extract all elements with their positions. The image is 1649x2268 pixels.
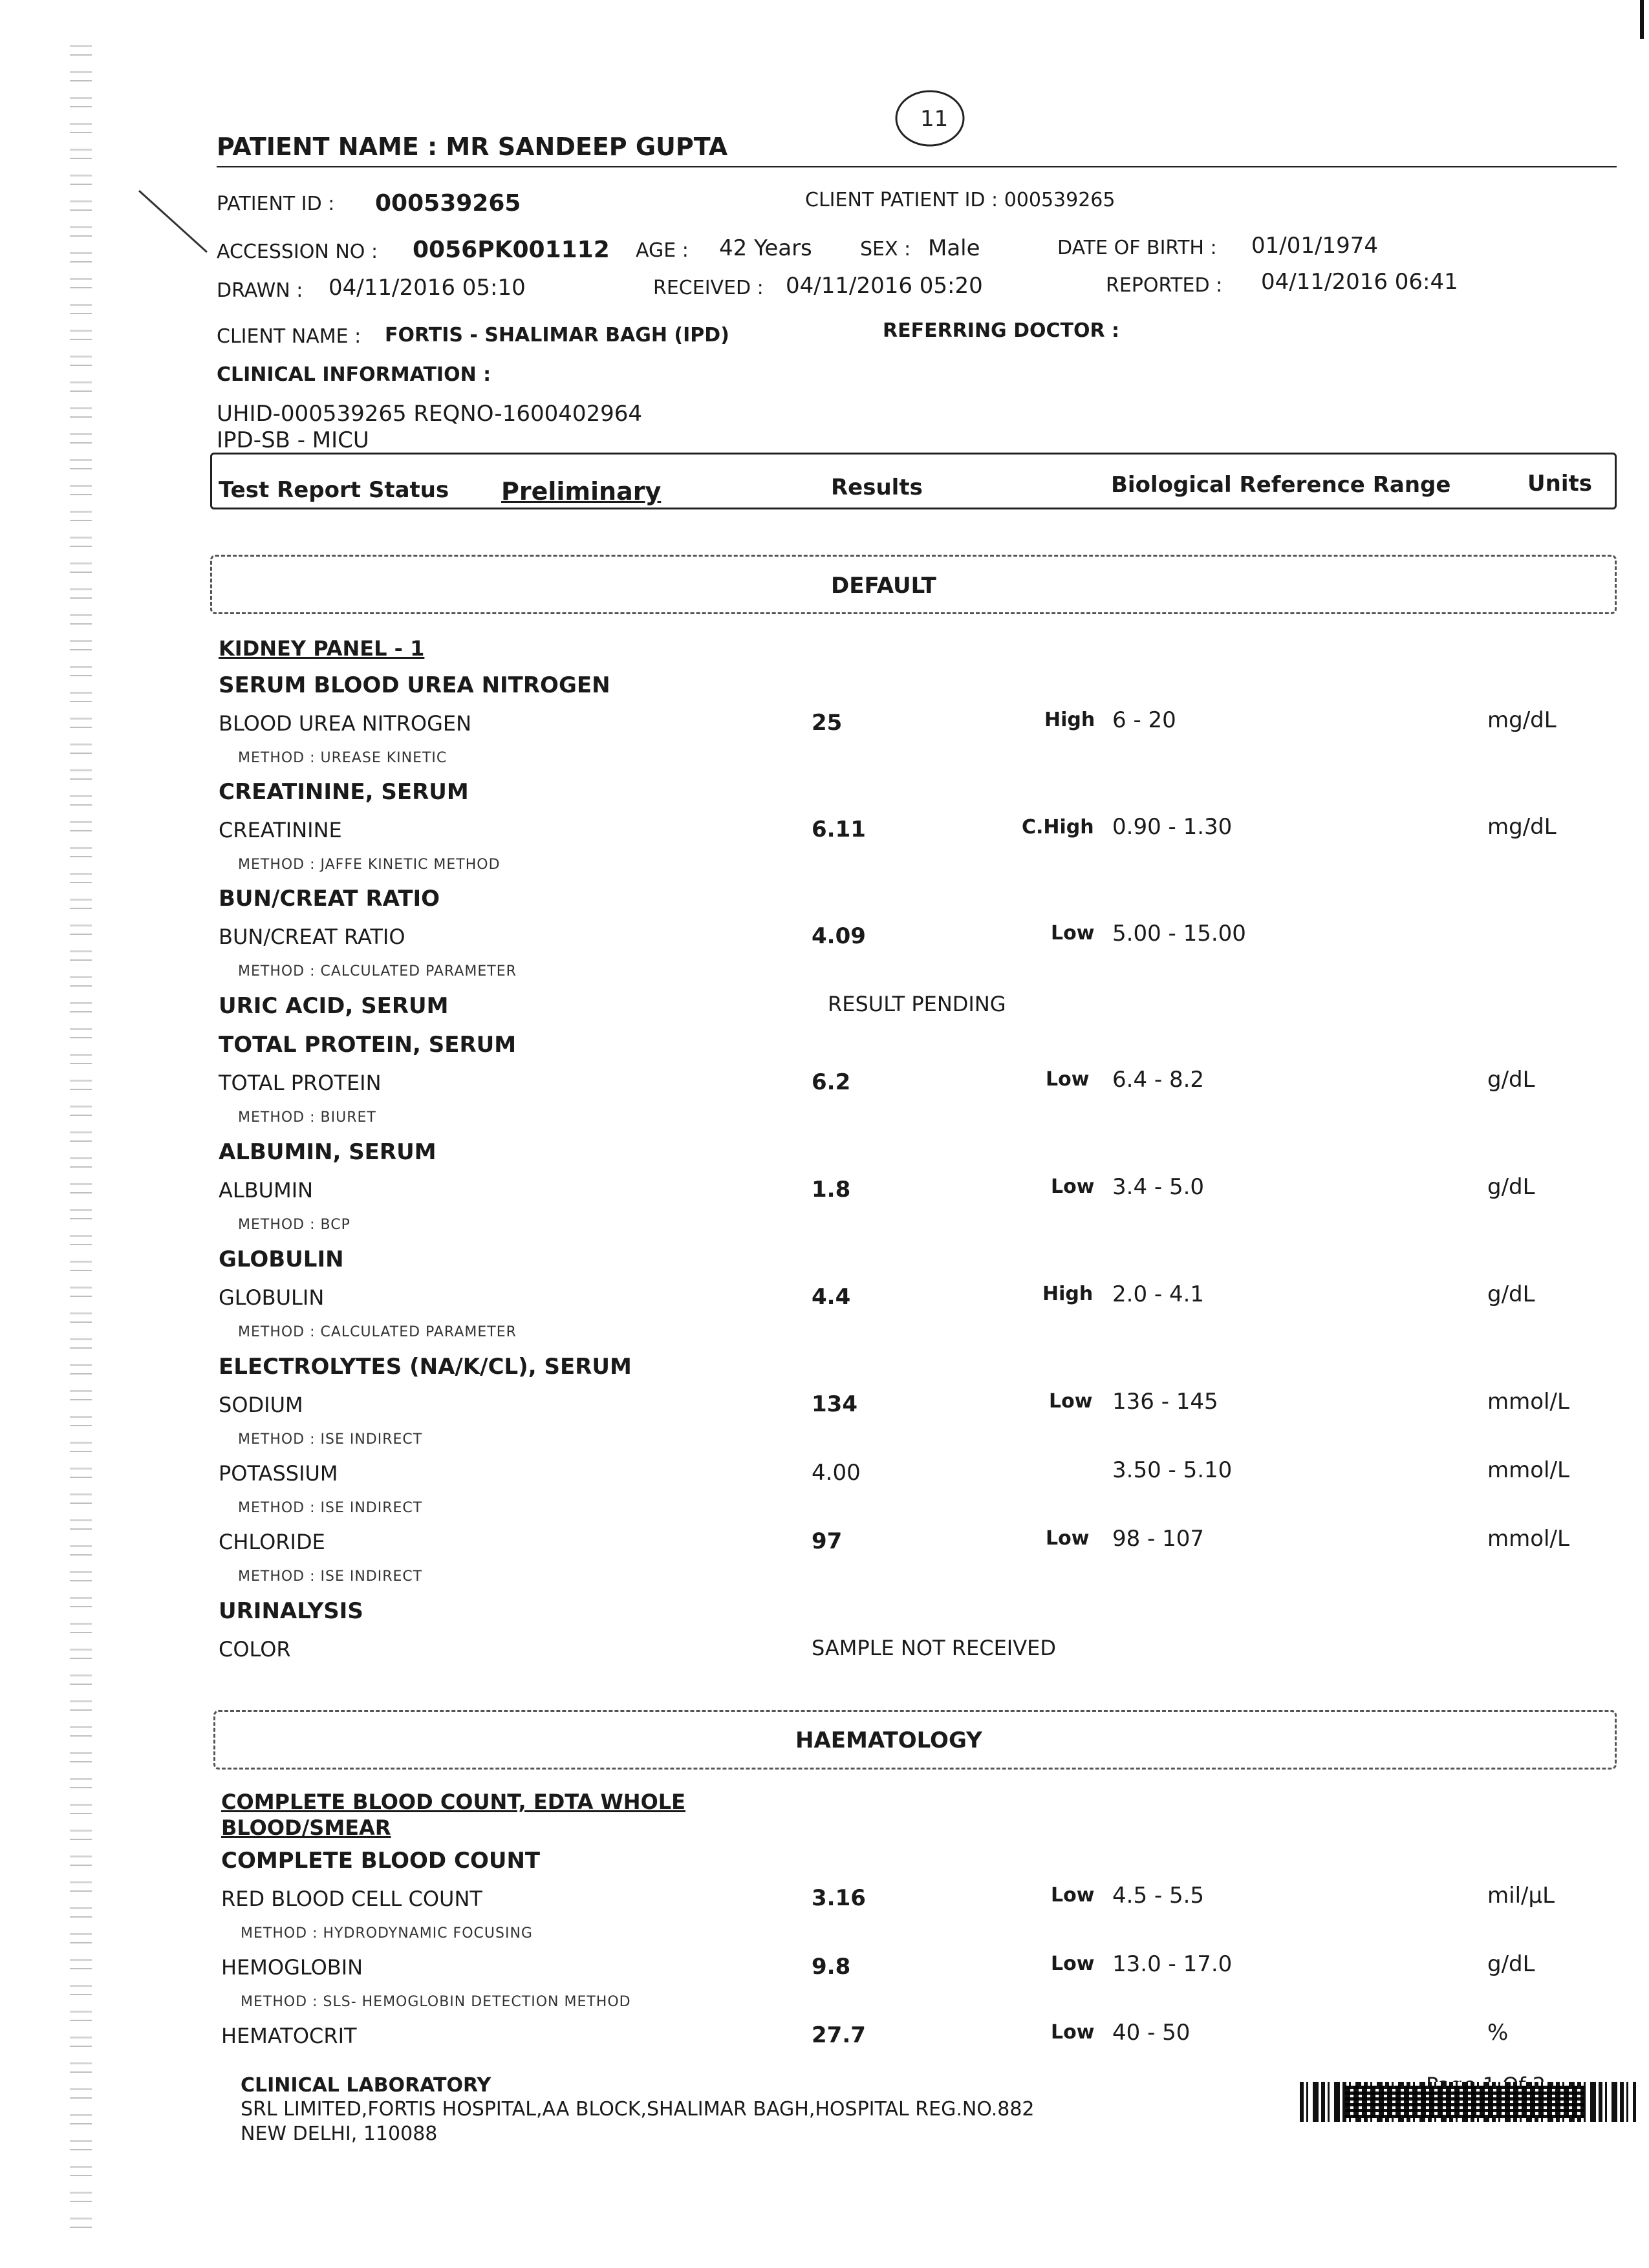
- albumin-method: METHOD : BCP: [238, 1217, 350, 1233]
- total-protein-range: 6.4 - 8.2: [1112, 1067, 1205, 1093]
- barcode: [1300, 2082, 1636, 2122]
- potassium-method: METHOD : ISE INDIRECT: [238, 1500, 423, 1516]
- report-status: Preliminary: [501, 477, 662, 506]
- globulin-name: GLOBULIN: [219, 1285, 325, 1310]
- bun-group-title: SERUM BLOOD UREA NITROGEN: [219, 672, 610, 698]
- albumin-result: 1.8: [812, 1177, 851, 1203]
- client-name: FORTIS - SHALIMAR BAGH (IPD): [385, 324, 729, 347]
- hemoglobin-result: 9.8: [812, 1954, 851, 1980]
- ratio-group-title: BUN/CREAT RATIO: [219, 886, 440, 912]
- potassium-range: 3.50 - 5.10: [1112, 1457, 1233, 1483]
- uric-acid-result: RESULT PENDING: [828, 992, 1006, 1016]
- rbc-method: METHOD : HYDRODYNAMIC FOCUSING: [241, 1925, 533, 1942]
- globulin-group-title: GLOBULIN: [219, 1246, 344, 1272]
- patient-id-label: PATIENT ID :: [217, 193, 335, 215]
- rbc-unit: mil/µL: [1487, 1883, 1555, 1909]
- chloride-flag: Low: [1046, 1527, 1090, 1550]
- total-protein-unit: g/dL: [1487, 1067, 1535, 1093]
- globulin-method: METHOD : CALCULATED PARAMETER: [238, 1324, 517, 1340]
- pen-mark: [136, 187, 213, 259]
- lab-title: CLINICAL LABORATORY: [241, 2074, 491, 2097]
- rbc-name: RED BLOOD CELL COUNT: [221, 1887, 482, 1911]
- rbc-flag: Low: [1051, 1884, 1095, 1907]
- creatinine-flag: C.High: [1022, 816, 1094, 839]
- chloride-unit: mmol/L: [1487, 1526, 1569, 1552]
- creatinine-name: CREATININE: [219, 818, 342, 842]
- received: 04/11/2016 05:20: [786, 273, 983, 299]
- albumin-unit: g/dL: [1487, 1174, 1535, 1200]
- cbc-group-title: COMPLETE BLOOD COUNT: [221, 1848, 541, 1874]
- ratio-name: BUN/CREAT RATIO: [219, 925, 405, 949]
- hemoglobin-method: METHOD : SLS- HEMOGLOBIN DETECTION METHOD: [241, 1994, 631, 2010]
- lab-address-line-2: NEW DELHI, 110088: [241, 2123, 438, 2145]
- circled-number-mark: [889, 81, 973, 152]
- accession-no: 0056PK001112: [413, 237, 610, 263]
- test-report-status-label: Test Report Status: [219, 477, 449, 503]
- hematocrit-result: 27.7: [812, 2022, 866, 2048]
- chloride-method: METHOD : ISE INDIRECT: [238, 1568, 423, 1585]
- creatinine-result: 6.11: [812, 817, 866, 842]
- reference-range-column-header: Biological Reference Range: [1111, 472, 1451, 498]
- age: 42 Years: [719, 235, 812, 261]
- rbc-result: 3.16: [812, 1885, 866, 1911]
- bun-range: 6 - 20: [1112, 707, 1176, 733]
- patient-id: 000539265: [375, 190, 521, 217]
- results-column-header: Results: [831, 475, 923, 500]
- ratio-flag: Low: [1051, 922, 1095, 945]
- clinical-info-label: CLINICAL INFORMATION :: [217, 363, 491, 386]
- hemoglobin-unit: g/dL: [1487, 1951, 1535, 1977]
- lab-address-line-1: SRL LIMITED,FORTIS HOSPITAL,AA BLOCK,SHALIMAR BAGH,HOSPITAL REG.NO.882: [241, 2098, 1035, 2121]
- sodium-range: 136 - 145: [1112, 1389, 1218, 1415]
- globulin-range: 2.0 - 4.1: [1112, 1281, 1205, 1307]
- rbc-range: 4.5 - 5.5: [1112, 1883, 1205, 1909]
- default-section-title: DEFAULT: [831, 573, 936, 599]
- creatinine-method: METHOD : JAFFE KINETIC METHOD: [238, 857, 501, 873]
- sodium-name: SODIUM: [219, 1393, 303, 1417]
- sodium-result: 134: [812, 1391, 857, 1417]
- urinalysis-group-title: URINALYSIS: [219, 1598, 363, 1624]
- creatinine-unit: mg/dL: [1487, 814, 1557, 840]
- kidney-panel-title: KIDNEY PANEL - 1: [219, 636, 425, 661]
- client-patient-id: CLIENT PATIENT ID : 000539265: [805, 189, 1116, 211]
- albumin-flag: Low: [1051, 1175, 1095, 1198]
- hemoglobin-name: HEMOGLOBIN: [221, 1955, 363, 1980]
- globulin-result: 4.4: [812, 1284, 851, 1310]
- ratio-range: 5.00 - 15.00: [1112, 921, 1246, 947]
- total-protein-method: METHOD : BIURET: [238, 1109, 376, 1126]
- bun-name: BLOOD UREA NITROGEN: [219, 711, 472, 736]
- patient-name: PATIENT NAME : MR SANDEEP GUPTA: [217, 133, 728, 161]
- ratio-result: 4.09: [812, 923, 866, 949]
- drawn-label: DRAWN :: [217, 279, 303, 302]
- hemoglobin-flag: Low: [1051, 1952, 1095, 1975]
- sodium-flag: Low: [1049, 1390, 1093, 1413]
- client-name-label: CLIENT NAME :: [217, 325, 361, 348]
- hemoglobin-range: 13.0 - 17.0: [1112, 1951, 1233, 1977]
- haematology-section-title: HAEMATOLOGY: [795, 1728, 982, 1753]
- cbc-title-line-1: COMPLETE BLOOD COUNT, EDTA WHOLE: [221, 1790, 686, 1814]
- total-protein-group-title: TOTAL PROTEIN, SERUM: [219, 1032, 517, 1058]
- clinical-line-2: IPD-SB - MICU: [217, 427, 369, 453]
- potassium-name: POTASSIUM: [219, 1461, 338, 1486]
- hematocrit-name: HEMATOCRIT: [221, 2024, 357, 2048]
- color-name: COLOR: [219, 1637, 291, 1662]
- bun-flag: High: [1044, 709, 1095, 731]
- uric-acid-group-title: URIC ACID, SERUM: [219, 993, 449, 1019]
- total-protein-name: TOTAL PROTEIN: [219, 1071, 382, 1095]
- drawn: 04/11/2016 05:10: [329, 275, 526, 301]
- dob: 01/01/1974: [1251, 233, 1378, 259]
- potassium-unit: mmol/L: [1487, 1457, 1569, 1483]
- referring-doctor: REFERRING DOCTOR :: [883, 319, 1120, 342]
- cbc-title-line-2: BLOOD/SMEAR: [221, 1815, 391, 1840]
- ratio-method: METHOD : CALCULATED PARAMETER: [238, 963, 517, 979]
- chloride-range: 98 - 107: [1112, 1526, 1205, 1552]
- scan-edge-artifact: [70, 45, 92, 2243]
- circled-number: 11: [920, 106, 949, 132]
- sex: Male: [928, 235, 980, 261]
- reported-label: REPORTED :: [1106, 274, 1223, 297]
- reported: 04/11/2016 06:41: [1261, 269, 1458, 295]
- albumin-name: ALBUMIN: [219, 1178, 314, 1203]
- chloride-name: CHLORIDE: [219, 1530, 325, 1554]
- potassium-result: 4.00: [812, 1460, 861, 1486]
- bun-result: 25: [812, 710, 843, 736]
- electrolytes-group-title: ELECTROLYTES (NA/K/CL), SERUM: [219, 1354, 632, 1380]
- accession-label: ACCESSION NO :: [217, 241, 378, 263]
- hematocrit-range: 40 - 50: [1112, 2020, 1191, 2046]
- chloride-result: 97: [812, 1528, 843, 1554]
- globulin-unit: g/dL: [1487, 1281, 1535, 1307]
- creatinine-range: 0.90 - 1.30: [1112, 814, 1233, 840]
- sodium-unit: mmol/L: [1487, 1389, 1569, 1415]
- dob-label: DATE OF BIRTH :: [1057, 237, 1217, 259]
- sodium-method: METHOD : ISE INDIRECT: [238, 1431, 423, 1448]
- units-column-header: Units: [1527, 471, 1592, 497]
- hematocrit-flag: Low: [1051, 2021, 1095, 2044]
- age-label: AGE :: [636, 239, 689, 262]
- scan-edge-mark: [1640, 0, 1644, 39]
- albumin-range: 3.4 - 5.0: [1112, 1174, 1205, 1200]
- header-rule: [217, 166, 1617, 167]
- globulin-flag: High: [1042, 1283, 1094, 1305]
- albumin-group-title: ALBUMIN, SERUM: [219, 1139, 436, 1165]
- bun-unit: mg/dL: [1487, 707, 1557, 733]
- clinical-line-1: UHID-000539265 REQNO-1600402964: [217, 401, 643, 427]
- creatinine-group-title: CREATININE, SERUM: [219, 779, 469, 805]
- bun-method: METHOD : UREASE KINETIC: [238, 750, 447, 766]
- color-result: SAMPLE NOT RECEIVED: [812, 1636, 1056, 1660]
- sex-label: SEX :: [860, 238, 911, 261]
- total-protein-flag: Low: [1046, 1068, 1090, 1091]
- total-protein-result: 6.2: [812, 1069, 851, 1095]
- received-label: RECEIVED :: [653, 277, 764, 299]
- hematocrit-unit: %: [1487, 2020, 1509, 2046]
